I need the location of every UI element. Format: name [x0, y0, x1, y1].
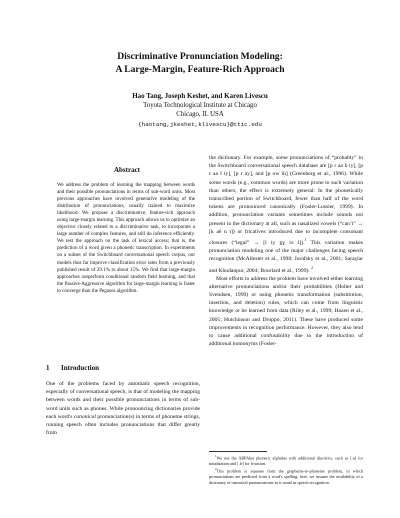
right-column: [209, 154, 363, 348]
title-line-2: A Large-Margin, Feature-Rich Approach: [115, 64, 285, 75]
section-number: 1: [46, 364, 50, 372]
intro-text-part-1: One of the problems faced by automatic speech recognition, especially of conversational speech, is that of modeling the mapping between words and their possible pronunciations in terms of sub-word units such as phones. While pronouncing dictionaries provide each word's: [46, 381, 200, 420]
paper-title: [40, 50, 360, 76]
section-heading-introduction: [46, 364, 99, 372]
intro-text-part-2: pronunciation(s) in terms of phoneme strings, running speech often includes pronunciations that differ greatly from: [46, 413, 200, 437]
footnote-ref-2: 2: [311, 265, 313, 270]
footnote-1: [209, 454, 363, 467]
institute-location: Chicago, IL USA: [176, 111, 224, 119]
introduction-paragraph: [46, 380, 200, 437]
title-line-1: Discriminative Pronunciation Modeling:: [117, 51, 283, 62]
footnote-1-mark: 1: [215, 454, 217, 458]
footnotes-block: [209, 454, 363, 485]
author-emails: {haotang,jkeshet,klivescu}@ttic.edu: [138, 120, 262, 128]
author-list: Hao Tang, Joseph Keshet, and Karen Livescu: [132, 92, 268, 100]
abstract-text: We address the problem of learning the mapping between words and their possible pronunciations in terms of sub-word units. Most previous approaches have involved generative modeling of the distribution of pronunciations, usually trained to maximize likelihood. We propose a discriminative, feature-rich approach using large-margin learning. This approach allows us to optimize an objective closely related to a discriminative task, to incorporate a large number of complex features, and still do inference efficiently. We test the approach on the task of lexical access; that is, the prediction of a word given a phonetic transcription. In experiments on a subset of the Switchboard conversational speech corpus, our models thus far improve classification error rates from a previously published result of 29.1% to about 15%. We find that large-margin approaches outperform conditional random field learning, and that the Passive-Aggressive algorithm for large-margin learning is faster to converge than the Pegasos algorithm.: [57, 182, 195, 294]
right-para1-text-b: This variation makes pronunciation modeling one of the major challenges facing speech recognition (McAllester et al., 1998; Jurafsky et al., 2001; Saraçlar and Khudanpur, 2004; Bourlard et al., 1999).: [209, 239, 363, 274]
footnote-2-text: This problem is separate from the grapheme-to-phoneme problem, in which pronunciations are predicted from a word's spelling; here, we assume the availability of a dictionary of canonical pronunciations as is usual in speech recognition.: [209, 468, 363, 485]
footnote-2-mark: 2: [215, 466, 217, 471]
right-para1-text-a: the dictionary. For example, some pronunciations of “probably” in the Switchboard conversational speech database are [p r aa b iy], [p r aa l iy], [p r ay], and [p ow ih] (Greenberg et al., 1996). While some words (e.g., common words) are more prone to such variation than others, the effect is extremely general: In the phonetically transcribed portion of Switchboard, fewer than half of the word tokens are pronounced canonically (Fosler-Lussier, 1999). In addition, pronunciation variants sometimes include sounds not present in the dictionary at all, such as nasalized vowels (“can’t” → [k aẽ n t]) or fricatives introduced due to incomplete consonant closures (“legal” → [l iy gɣ ix l]).: [209, 155, 363, 246]
affiliation-block: [40, 101, 360, 129]
right-paragraph-2: Most efforts to address the problem have involved either learning alternative pronunciations and/or their probabilities (Holter and Svendsen, 1999) or using phonetic transformation (substitution, insertion, and deletion) rules, which can come from linguistic knowledge or be learned from data (Riley et al., 1999; Hazen et al., 2005; Hutchinson and Droppo, 2011). These have produced some improvements in recognition performance. However, they also tend to cause additional confusability due to the introduction of additional homonyms (Fosler-: [209, 275, 363, 348]
right-paragraph-1: [209, 154, 363, 275]
abstract-heading: Abstract: [113, 166, 141, 174]
footnote-1-text: We use the ARPAbet phonetic alphabet with additional diacritics, such as [.n] for nasalization and [.fr] for frication.: [209, 455, 363, 467]
footnote-2: [209, 467, 363, 486]
footnote-ref-1: 1: [304, 238, 307, 243]
footnote-rule: [209, 451, 267, 452]
institute-name: Toyota Technological Institute at Chicago: [143, 102, 257, 109]
section-title: Introduction: [61, 364, 99, 372]
intro-italic-term: canonical: [73, 413, 96, 420]
